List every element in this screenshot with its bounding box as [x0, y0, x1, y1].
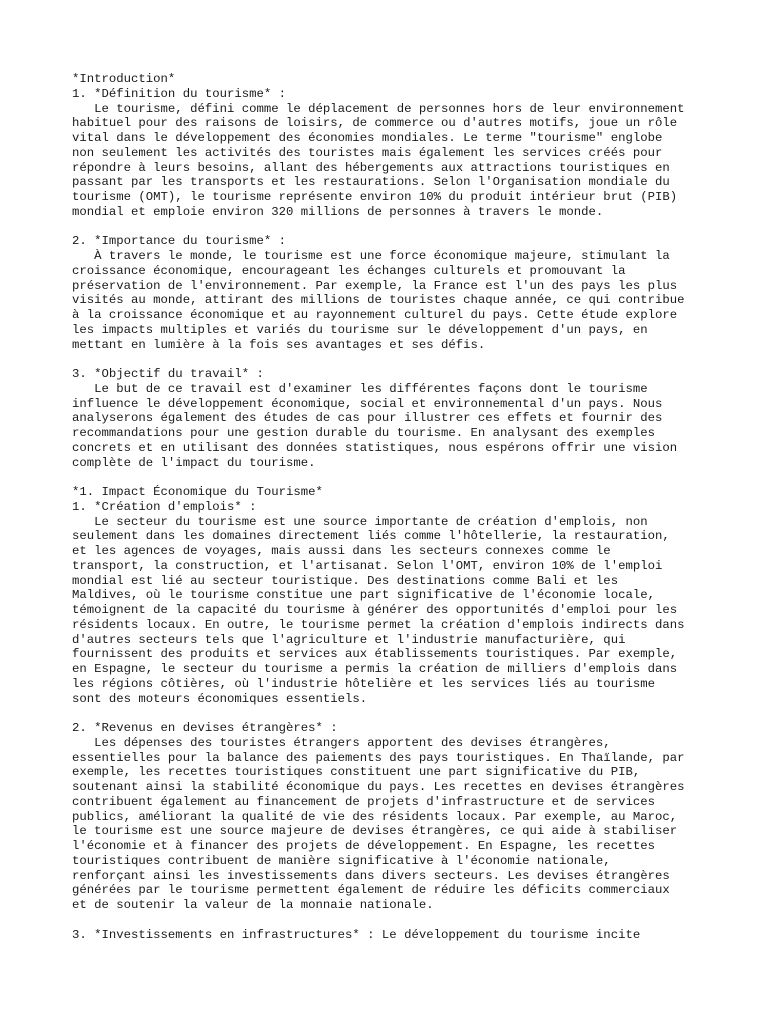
document-page	[72, 72, 712, 942]
text-line: transport, la construction, et l'artisanat. Selon l'OMT, environ 10% de l'emploi	[72, 558, 663, 573]
text-line: vital dans le développement des économies mondiales. Le terme "tourisme" englobe	[72, 131, 663, 145]
subsection-heading: 1. *Création d'emplois* :	[72, 499, 257, 514]
text-line: analyserons également des études de cas pour illustrer ces effets et fournir des	[72, 411, 663, 426]
text-line: les impacts multiples et variés du tourisme sur le développement d'un pays, en	[72, 322, 648, 337]
subsection-heading: 3. *Investissements en infrastructures* : Le développement du tourisme incite	[72, 927, 641, 942]
text-line: mettant en lumière à la fois ses avantages et ses défis.	[72, 337, 486, 352]
text-line: À travers le monde, le tourisme est une force économique majeure, stimulant la	[72, 249, 670, 263]
text-line: le tourisme est une source majeure de devises étrangères, ce qui aide à stabiliser	[72, 824, 678, 839]
text-line: répondre à leurs besoins, allant des hébergements aux attractions touristiques en	[72, 160, 670, 175]
section-heading: *1. Impact Économique du Tourisme*	[72, 485, 323, 499]
text-line: publics, améliorant la qualité de vie des résidents locaux. Par exemple, au Maroc,	[72, 809, 678, 824]
text-line: et de soutenir la valeur de la monnaie nationale.	[72, 898, 434, 912]
blank-line	[72, 470, 712, 485]
subsection-heading: 2. *Importance du tourisme* :	[72, 234, 287, 249]
text-line: contribuent également au financement de projets d'infrastructure et de services	[72, 794, 655, 809]
blank-line	[72, 352, 712, 367]
blank-line	[72, 913, 712, 928]
text-line: touristiques contribuent de manière significative à l'économie nationale,	[72, 853, 611, 868]
text-line: les régions côtières, où l'industrie hôtelière et les services liés au tourisme	[72, 676, 655, 691]
text-line: seulement dans les domaines directement liés comme l'hôtellerie, la restauration,	[72, 529, 670, 544]
text-line: sont des moteurs économiques essentiels.	[72, 691, 368, 706]
text-line: Le but de ce travail est d'examiner les différentes façons dont le tourisme	[72, 381, 648, 396]
text-line: concrets et en utilisant des données statistiques, nous espérons offrir une vision	[72, 440, 678, 455]
text-line: non seulement les activités des touristes mais également les services créés pour	[72, 145, 663, 160]
text-line: fournissent des produits et services aux établissements touristiques. Par exemple,	[72, 647, 678, 662]
text-line: à la croissance économique et au rayonnement culturel du pays. Cette étude explore	[72, 308, 678, 322]
text-line: croissance économique, encourageant les échanges culturels et promouvant la	[72, 263, 626, 278]
text-line: essentielles pour la balance des paiements des pays touristiques. En Thaïlande, par	[72, 750, 685, 765]
text-line: Maldives, où le tourisme constitue une part significative de l'économie locale,	[72, 588, 655, 603]
text-line: visités au monde, attirant des millions de touristes chaque année, ce qui contribue	[72, 293, 685, 308]
subsection-heading: 1. *Définition du tourisme* :	[72, 86, 287, 101]
text-line: résidents locaux. En outre, le tourisme permet la création d'emplois indirects dans	[72, 617, 685, 632]
subsection-heading: 3. *Objectif du travail* :	[72, 367, 264, 381]
text-line: Le tourisme, défini comme le déplacement de personnes hors de leur environnement	[72, 101, 685, 116]
text-line: Les dépenses des touristes étrangers apportent des devises étrangères,	[72, 735, 611, 750]
text-line: témoignent de la capacité du tourisme à générer des opportunités d'emploi pour les	[72, 603, 678, 617]
text-line: passant par les transports et les restaurations. Selon l'Organisation mondiale du	[72, 175, 670, 190]
text-line: préservation de l'environnement. Par exemple, la France est l'un des pays les plus	[72, 278, 678, 293]
text-line: mondial et emploie environ 320 millions de personnes à travers le monde.	[72, 204, 604, 219]
text-line: soutenant ainsi la stabilité économique du pays. Les recettes en devises étrangères	[72, 780, 685, 794]
text-line: en Espagne, le secteur du tourisme a permis la création de milliers d'emplois dans	[72, 662, 678, 676]
section-heading: *Introduction*	[72, 72, 176, 86]
text-line: recommandations pour une gestion durable du tourisme. En analysant des exemples	[72, 426, 655, 440]
text-line: exemple, les recettes touristiques constituent une part significative du PIB,	[72, 765, 641, 780]
blank-line	[72, 706, 712, 721]
text-line: mondial est lié au secteur touristique. Des destinations comme Bali et les	[72, 573, 619, 588]
text-line: tourisme (OMT), le tourisme représente environ 10% du produit intérieur brut (PIB)	[72, 190, 678, 204]
text-line: influence le développement économique, social et environnemental d'un pays. Nous	[72, 396, 663, 411]
subsection-heading: 2. *Revenus en devises étrangères* :	[72, 721, 338, 735]
text-line: complète de l'impact du tourisme.	[72, 455, 316, 470]
blank-line	[72, 220, 712, 235]
text-line: d'autres secteurs tels que l'agriculture et l'industrie manufacturière, qui	[72, 632, 626, 647]
text-line: l'économie et à financer des projets de développement. En Espagne, les recettes	[72, 839, 655, 853]
text-line: habituel pour des raisons de loisirs, de commerce ou d'autres motifs, joue un rôle	[72, 116, 678, 131]
text-line: générées par le tourisme permettent également de réduire les déficits commerciaux	[72, 883, 670, 898]
text-line: Le secteur du tourisme est une source importante de création d'emplois, non	[72, 514, 648, 529]
text-line: et les agences de voyages, mais aussi dans les secteurs connexes comme le	[72, 544, 611, 558]
text-line: renforçant ainsi les investissements dans divers secteurs. Les devises étrangères	[72, 868, 670, 883]
